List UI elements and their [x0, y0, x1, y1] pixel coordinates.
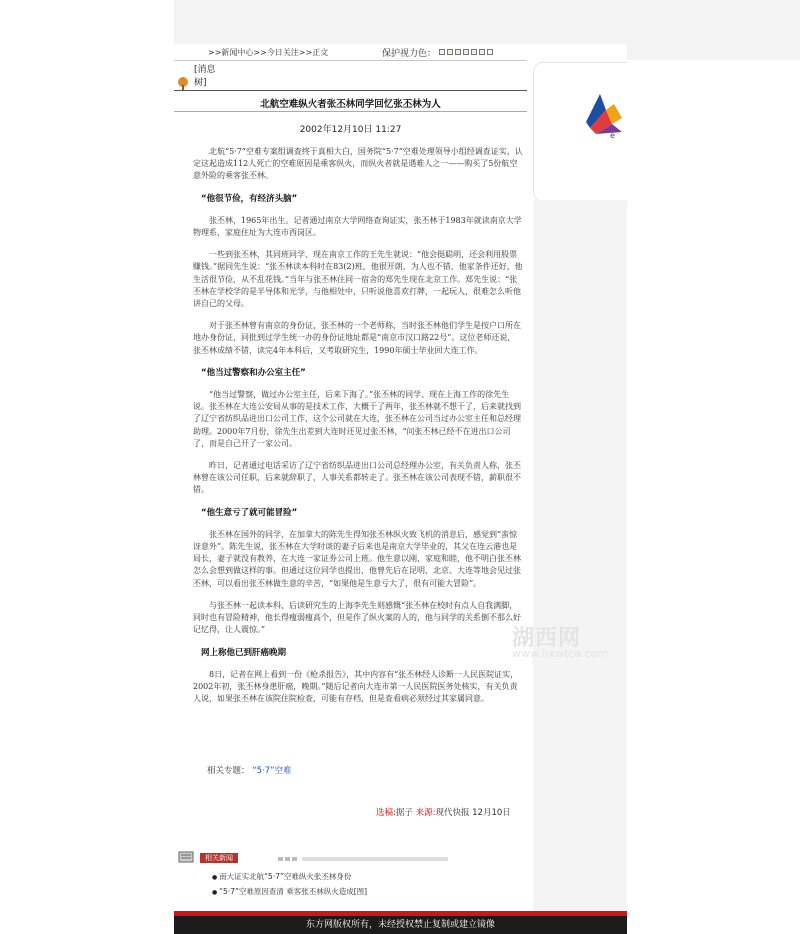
related-news-box	[176, 850, 456, 910]
article-paragraph: 8日，记者在网上看到一份《枪杀报告》，其中内容有“张丕林经人诊断一人民医院证实，2002年初，张丕林身患肝癌，晚期。”随后记者向大连市第一人民医院医务处核实，有关负责人说，如果张丕林在该院住院检查，可能有存档，但是查看病必须经过其家属同意。	[193, 669, 519, 704]
related-news-list	[212, 870, 367, 900]
color-swatch[interactable]	[471, 49, 477, 55]
title-divider-bottom	[174, 111, 527, 112]
article-subheading: “他很节俭，有经济头脑”	[201, 193, 298, 204]
article-paragraph: 对于张丕林曾有南京的身份证，张丕林的一个老师称，当时张丕林他们学生是按户口所在地办身份证，同批到过学生统一办的身份证地址都是“南京市汉口路22号”。这位老师还说，张丕林成绩不错，读完4年本科后，又考取研究生，1990年硕士毕业回大连工作。	[193, 321, 521, 355]
article-body	[193, 146, 523, 715]
color-swatch[interactable]	[447, 49, 453, 55]
editor-name: 据子	[395, 808, 413, 818]
editor-label: 选稿:	[376, 808, 396, 818]
article-paragraph: 昨日，记者通过电话采访了辽宁省纺织品进出口公司总经理办公室，有关负责人称，张丕林曾在该公司任职，后来就辞职了，人事关系都转走了。张丕林在该公司表现不错，薪职很不错。	[193, 461, 521, 495]
article-paragraph: 北航“5·7”空难专案组调查终于真相大白，国务院“5·7”空难处理领导小组经调查证实，认定这起造成112人死亡的空难原因是乘客纵火，而纵火者就是遇难人之一——购买了5份航空意外险的乘客张丕林。	[193, 147, 523, 181]
newspaper-icon	[178, 850, 196, 864]
tree-icon	[176, 76, 190, 90]
breadcrumb[interactable]: >>新闻中心>>今日关注>>正文	[208, 48, 329, 57]
color-swatch[interactable]	[439, 49, 445, 55]
related-news-item[interactable]: ● 南大证实北航“5·7”空难纵火张丕林身份	[212, 870, 367, 885]
article-paragraph: 张丕林在国外的同学，在加拿大的陈先生得知张丕林纵火致飞机的消息后，感觉到“蛮惊讶意外”。陈先生说，张丕林在大学时谈的妻子后来也是南京大学毕业的，其父在连云港也是局长，妻子就没有教养，在大连一家证券公司上班。他生意以刚，家庭和睦，他不明白张丕林怎么会想到做这样的事。但通过这位同学也提出，他曾先后在昆明、北京、大连等地会见过张丕林，可以看出张丕林做生意的辛苦，“如果他是生意亏大了，很有可能大冒险”。	[193, 529, 521, 588]
section-tag[interactable]: [消息树]	[194, 65, 216, 88]
eye-care-color-label: 保护视力色：	[382, 49, 437, 59]
article-date: 2002年12月10日 11:27	[299, 125, 402, 135]
related-topic-label: 相关专题：	[207, 766, 250, 776]
watermark-url: www.hxwtca.com	[512, 647, 609, 660]
article-paragraph: 与张丕林一起读本科、后读研究生的上海李先生则感慨“张丕林在校时有点人自我满脚，同时也有冒险精神，他长得瘦弱瘦高个，但是作了纵火案的人的，他与同学的关系倒不那么好记忆得，让人震惊。”	[193, 600, 521, 635]
color-swatch[interactable]	[487, 49, 493, 55]
article-paragraph: 张丕林，1965年出生。记者通过南京大学网络查询证实，张丕林于1983年就读南京大学物理系，家庭住址为大连市西岗区。	[193, 215, 522, 238]
source-line	[376, 806, 511, 818]
svg-text:e: e	[610, 131, 615, 140]
color-swatch[interactable]	[455, 49, 461, 55]
article-subheading: “他当过警察和办公室主任”	[201, 367, 306, 378]
related-topic-link[interactable]: “5·7”空难	[252, 766, 292, 776]
color-swatches	[439, 49, 493, 55]
related-news-title: 相关新闻	[200, 853, 238, 863]
right-margin	[627, 0, 800, 934]
separator-dots	[278, 857, 297, 861]
article-subheading: “他生意亏了就可能冒险”	[201, 507, 298, 518]
source-name: 现代快报 12月10日	[435, 808, 511, 818]
site-logo-icon[interactable]	[580, 88, 627, 140]
separator-bar	[302, 857, 448, 861]
source-label: 来源:	[415, 808, 436, 818]
color-swatch[interactable]	[479, 49, 485, 55]
watermark-text: 湖西网	[512, 626, 582, 651]
navigation-bar	[174, 46, 527, 61]
top-right-banner-area	[627, 0, 800, 60]
article-paragraph: 一些到张丕林，其同班同学、现在南京工作的王先生就说：“他会挺聪明，还会利用股票赚钱。”据同先生说：“张丕林读本科时在83(2)班，他很开朗，为人也不错，他家条件还好，他生活很节俭，从不乱花钱。”当年与张丕林住同一宿舍的郑先生现在北京工作。郑先生说：“张丕林在学校学的是半导体和光学，与他相处中，只听说他喜欢打牌，一起玩人，很难怎么听他讲自己的父母。	[193, 250, 523, 309]
article-subheading: 网上称他已到肝癌晚期	[201, 647, 287, 658]
related-news-item[interactable]: ● “5·7”空难原因查清 乘客张丕林纵火造成[图]	[212, 885, 367, 900]
footer-copyright: 东方网版权所有，未经授权禁止复制或建立镜像	[174, 916, 627, 934]
title-divider-top	[174, 90, 527, 91]
color-swatch[interactable]	[463, 49, 469, 55]
right-gray-strip	[533, 200, 627, 934]
related-topic	[207, 764, 292, 776]
article-title: 北航空难纵火者张丕林同学回忆张丕林为人	[260, 99, 441, 110]
top-banner-area	[174, 0, 627, 44]
article-paragraph: “他当过警察，做过办公室主任，后来下海了。”张丕林的同学、现在上海工作的徐先生说。张丕林在大连公安局从事的是技术工作，大概干了两年，张丕林就不想干了，后来就找到了辽宁省纺织品进出口公司工作，这个公司就在大连，张丕林在公司当过办公室主任和总经理助理。2000年7月份，徐先生出差到大连时还见过张丕林，“问张丕林已经不在进出口公司了，而是自己开了一家公司。	[193, 390, 521, 448]
left-margin	[0, 0, 174, 934]
